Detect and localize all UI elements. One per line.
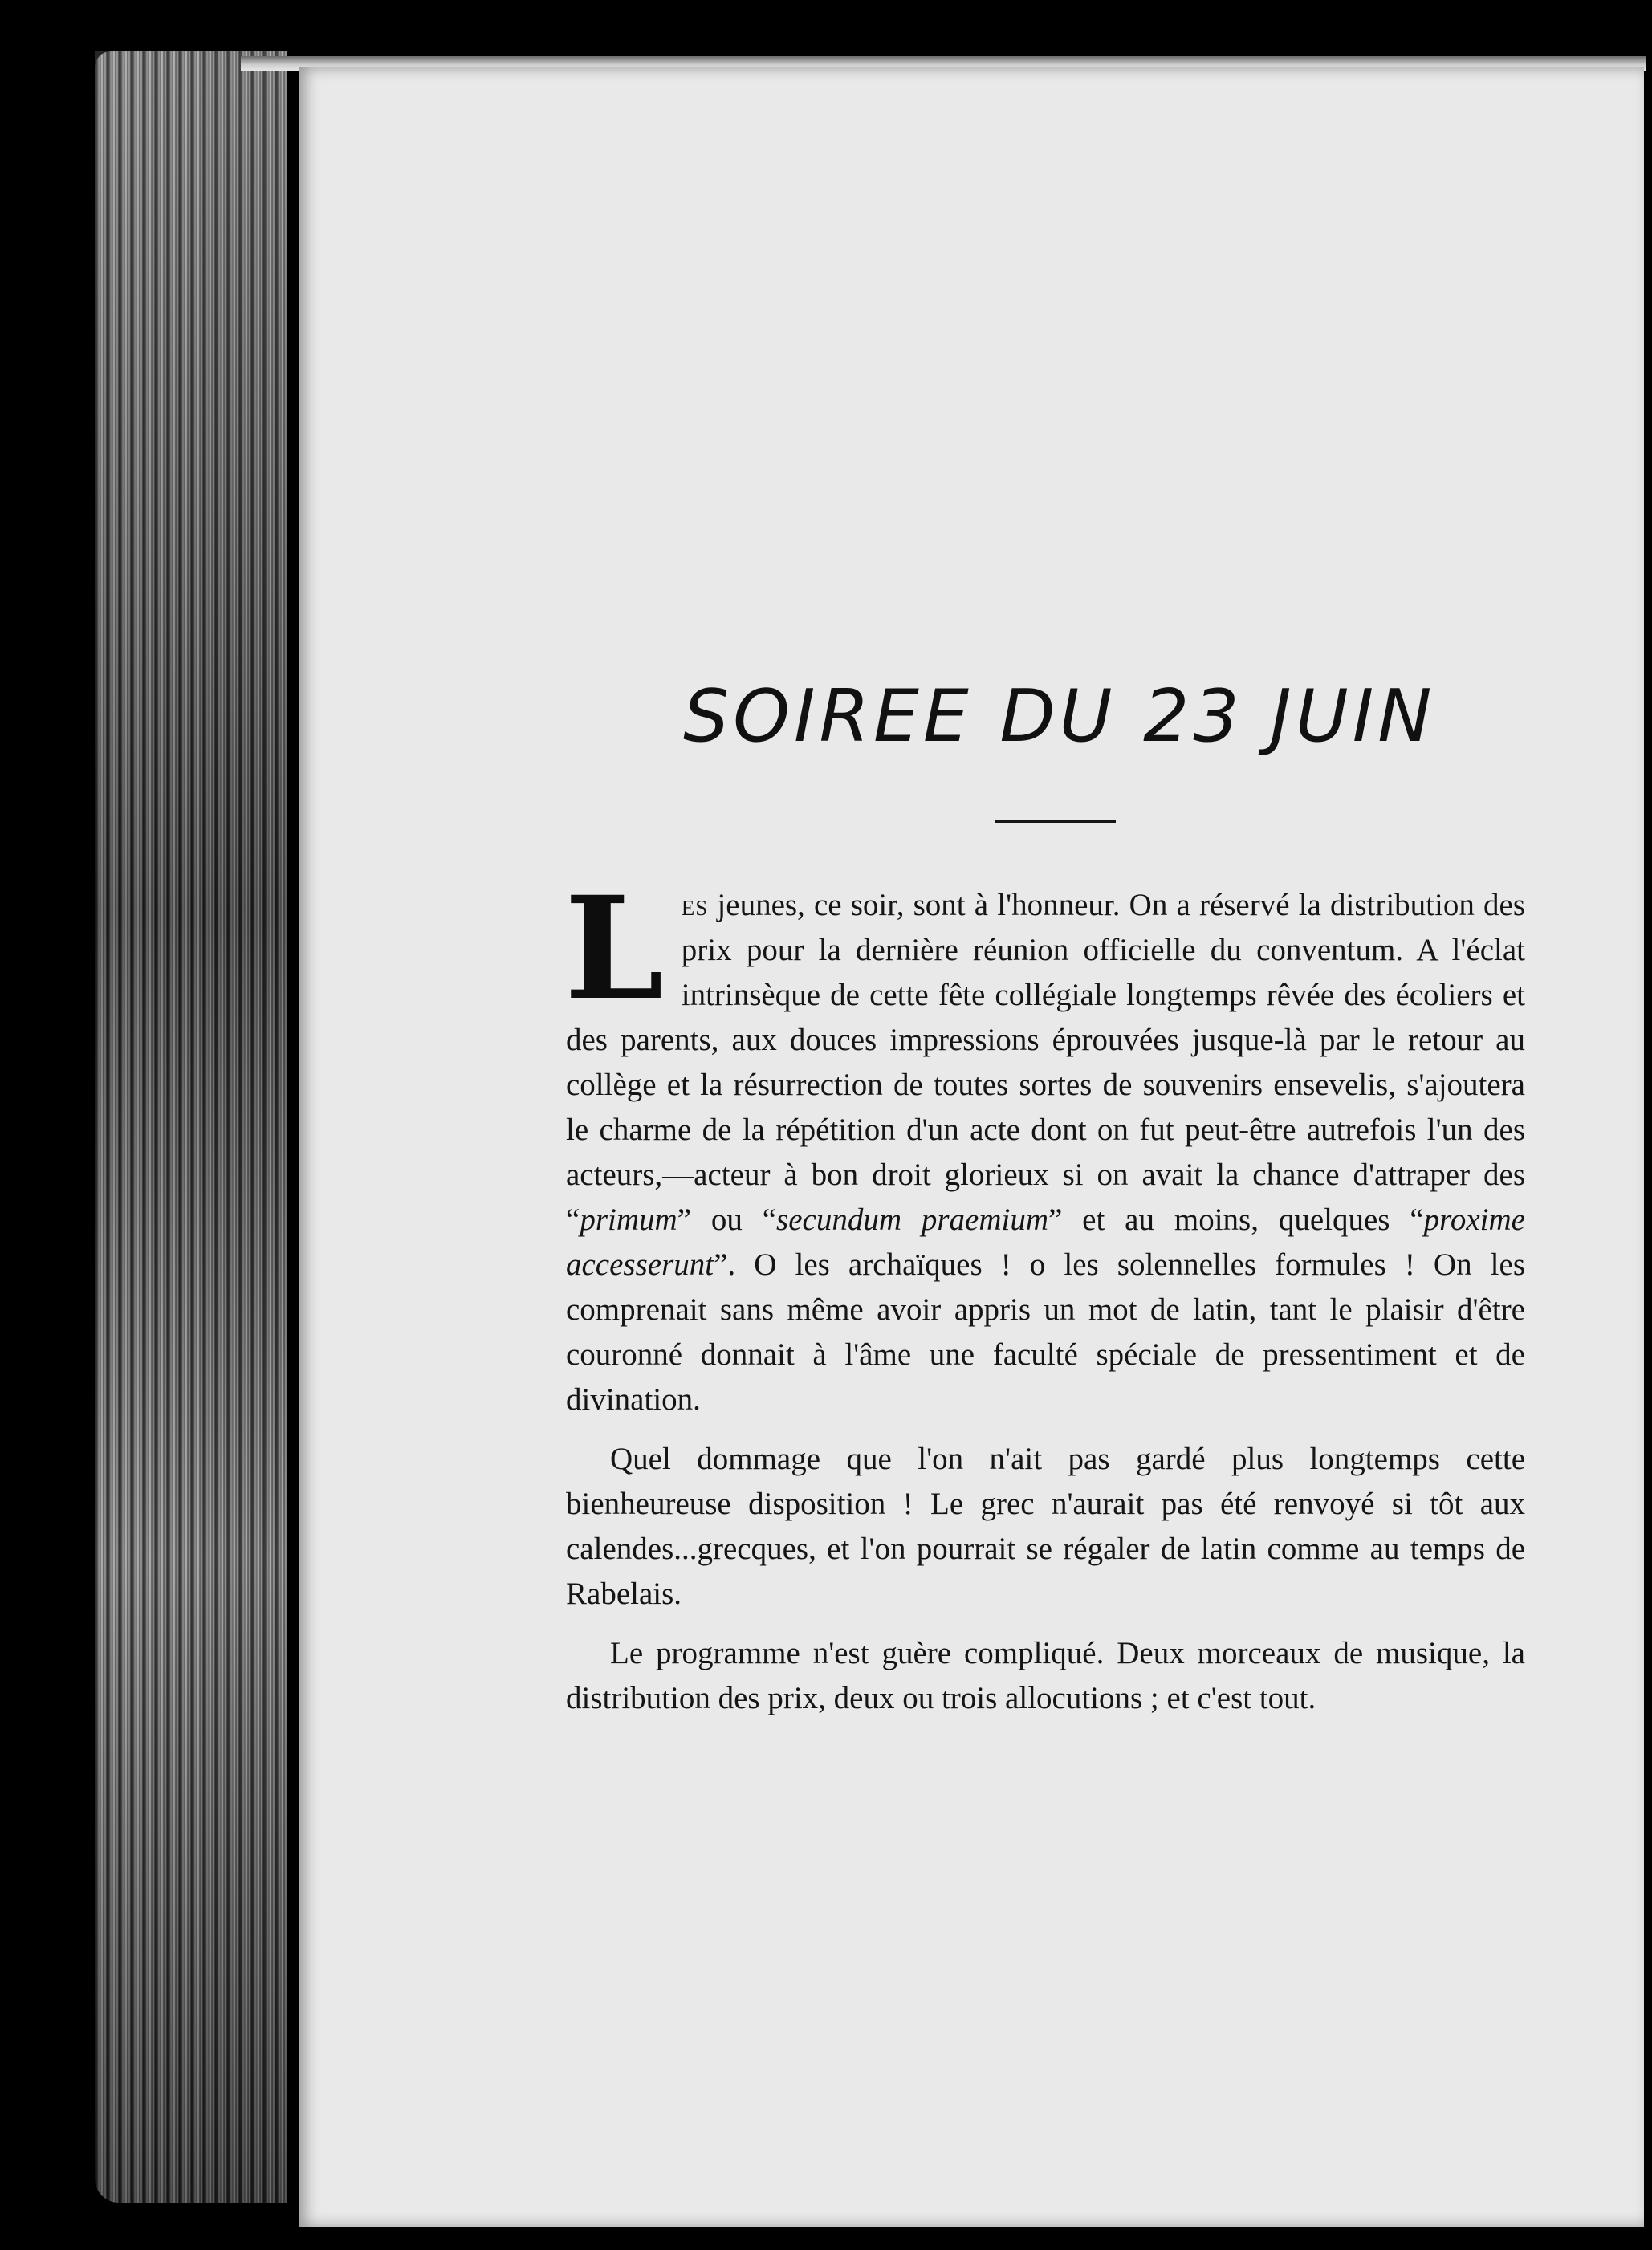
- title-rule: [995, 820, 1116, 823]
- body-text: [564, 865, 1525, 1735]
- book-page-edges: [95, 51, 287, 2203]
- paragraph-1-text-d: ”. O les archaïques ! o les solennelles formules ! On les comprenait sans même avoir appris un mot de latin, tant le plaisir d'être couronné donnait à l'âme une faculté spéciale de pressentiment et de divination.: [566, 1247, 1525, 1417]
- latin-proxime-accesserunt: proxime accesserunt: [566, 1202, 1525, 1282]
- latin-secundum-praemium: secundum praemium: [776, 1202, 1048, 1237]
- latin-primum: primum: [580, 1202, 677, 1237]
- paragraph-1-text-c: ” et au moins, quelques “: [1048, 1202, 1424, 1237]
- drop-cap-continuation: es: [681, 888, 709, 922]
- paragraph-1: [564, 865, 1525, 1422]
- paragraph-2: Quel dommage que l'on n'ait pas gardé plus longtemps cette bienheureuse disposition ! Le grec n'aurait pas été renvoyé si tôt aux calendes...grecques, et l'on pourrait se régaler de latin comme au temps de Rabelais.: [566, 1442, 1525, 1611]
- paragraph-3: Le programme n'est guère compliqué. Deux morceaux de musique, la distribution des prix, deux ou trois allocutions ; et c'est tout.: [566, 1636, 1525, 1715]
- paragraph-1-text-b: ” ou “: [677, 1202, 777, 1237]
- paragraph-1-text-a: jeunes, ce soir, sont à l'honneur. On a réservé la distribution des prix pour la dernière réunion officielle du conventum. A l'éclat intrinsèque de cette fête collégiale longtemps rêvée des écoliers et des parents, aux douces impressions éprouvées jusque-là par le retour au collège et la résurrection de toutes sortes de souvenirs ensevelis, s'ajoutera le charme de la répétition d'un acte dont on fut peut-être autrefois l'un des acteurs,—acteur à bon droit glorieux si on avait la chance d'attraper des “: [566, 888, 1525, 1237]
- page-title: SOIREE DU 23 JUIN: [683, 674, 1436, 759]
- drop-cap-letter: L: [564, 865, 664, 1031]
